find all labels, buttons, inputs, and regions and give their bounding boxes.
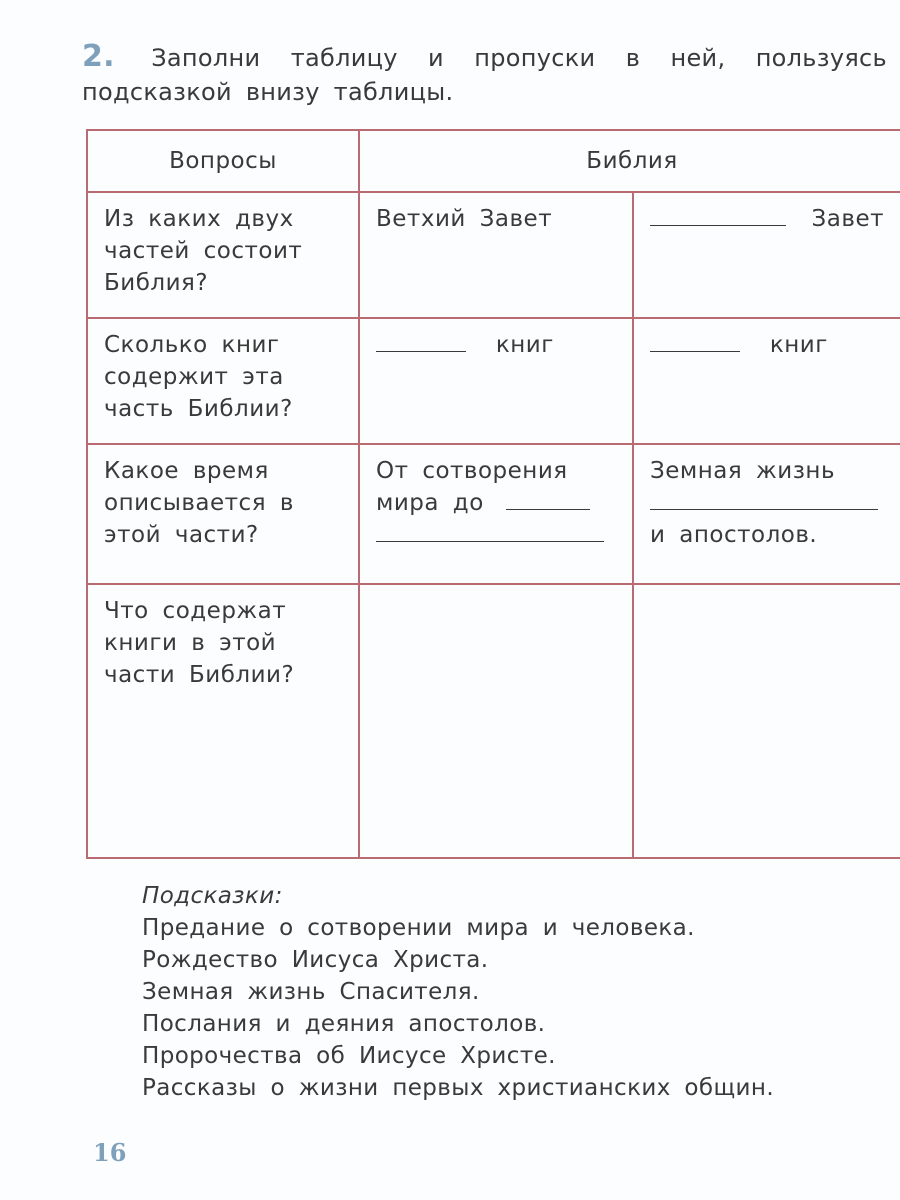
answer-line: мира до bbox=[376, 490, 484, 516]
task-instruction bbox=[82, 40, 887, 109]
hint-item: Земная жизнь Спасителя. bbox=[142, 979, 480, 1005]
table-row bbox=[87, 444, 900, 584]
table-row bbox=[87, 192, 900, 318]
hints-block bbox=[142, 880, 774, 1104]
hint-item: Рассказы о жизни первых христианских общин. bbox=[142, 1075, 775, 1101]
new-testament-cell[interactable] bbox=[633, 318, 900, 444]
task-text: Заполни таблицу и пропуски в ней, пользуясь подсказкой внизу таблицы. bbox=[82, 44, 887, 106]
question-cell bbox=[87, 584, 359, 858]
fill-in-blank[interactable] bbox=[506, 487, 590, 510]
question-text: Что содержат книги в этой части Библии? bbox=[104, 598, 295, 688]
question-cell bbox=[87, 192, 359, 318]
bible-table bbox=[86, 129, 900, 859]
question-text: Из каких двух частей состоит Библия? bbox=[104, 206, 303, 296]
new-testament-cell[interactable] bbox=[633, 192, 900, 318]
hints-title: Подсказки: bbox=[142, 883, 283, 909]
answer-line: Земная жизнь bbox=[650, 458, 836, 484]
hint-item: Послания и деяния апостолов. bbox=[142, 1011, 546, 1037]
old-testament-cell bbox=[359, 192, 633, 318]
answer-suffix: книг bbox=[769, 332, 828, 358]
answer-line: и апостолов. bbox=[650, 522, 818, 548]
fill-in-blank[interactable] bbox=[376, 329, 466, 352]
question-cell bbox=[87, 318, 359, 444]
answer-line: От сотворения bbox=[376, 458, 568, 484]
answer-text: Ветхий Завет bbox=[376, 206, 553, 232]
table-row bbox=[87, 318, 900, 444]
new-testament-cell[interactable] bbox=[633, 444, 900, 584]
answer-suffix: Завет bbox=[811, 206, 884, 232]
task-number: 2. bbox=[82, 39, 115, 74]
table-header-row bbox=[87, 130, 900, 192]
hint-item: Пророчества об Иисусе Христе. bbox=[142, 1043, 556, 1069]
new-testament-answer-area[interactable] bbox=[633, 584, 900, 858]
fill-in-blank[interactable] bbox=[650, 487, 878, 510]
fill-in-blank[interactable] bbox=[650, 203, 786, 226]
question-cell bbox=[87, 444, 359, 584]
hint-item: Рождество Иисуса Христа. bbox=[142, 947, 489, 973]
question-text: Сколько книг содержит эта часть Библии? bbox=[104, 332, 293, 422]
answer-suffix: книг bbox=[495, 332, 554, 358]
old-testament-cell[interactable] bbox=[359, 444, 633, 584]
old-testament-cell[interactable] bbox=[359, 318, 633, 444]
hint-item: Предание о сотворении мира и человека. bbox=[142, 915, 695, 941]
page-number: 16 bbox=[93, 1138, 127, 1167]
question-text: Какое время описывается в этой части? bbox=[104, 458, 294, 548]
header-questions: Вопросы bbox=[87, 130, 359, 192]
header-bible: Библия bbox=[359, 130, 900, 192]
fill-in-blank[interactable] bbox=[376, 519, 604, 542]
old-testament-answer-area[interactable] bbox=[359, 584, 633, 858]
table-row bbox=[87, 584, 900, 858]
fill-in-blank[interactable] bbox=[650, 329, 740, 352]
